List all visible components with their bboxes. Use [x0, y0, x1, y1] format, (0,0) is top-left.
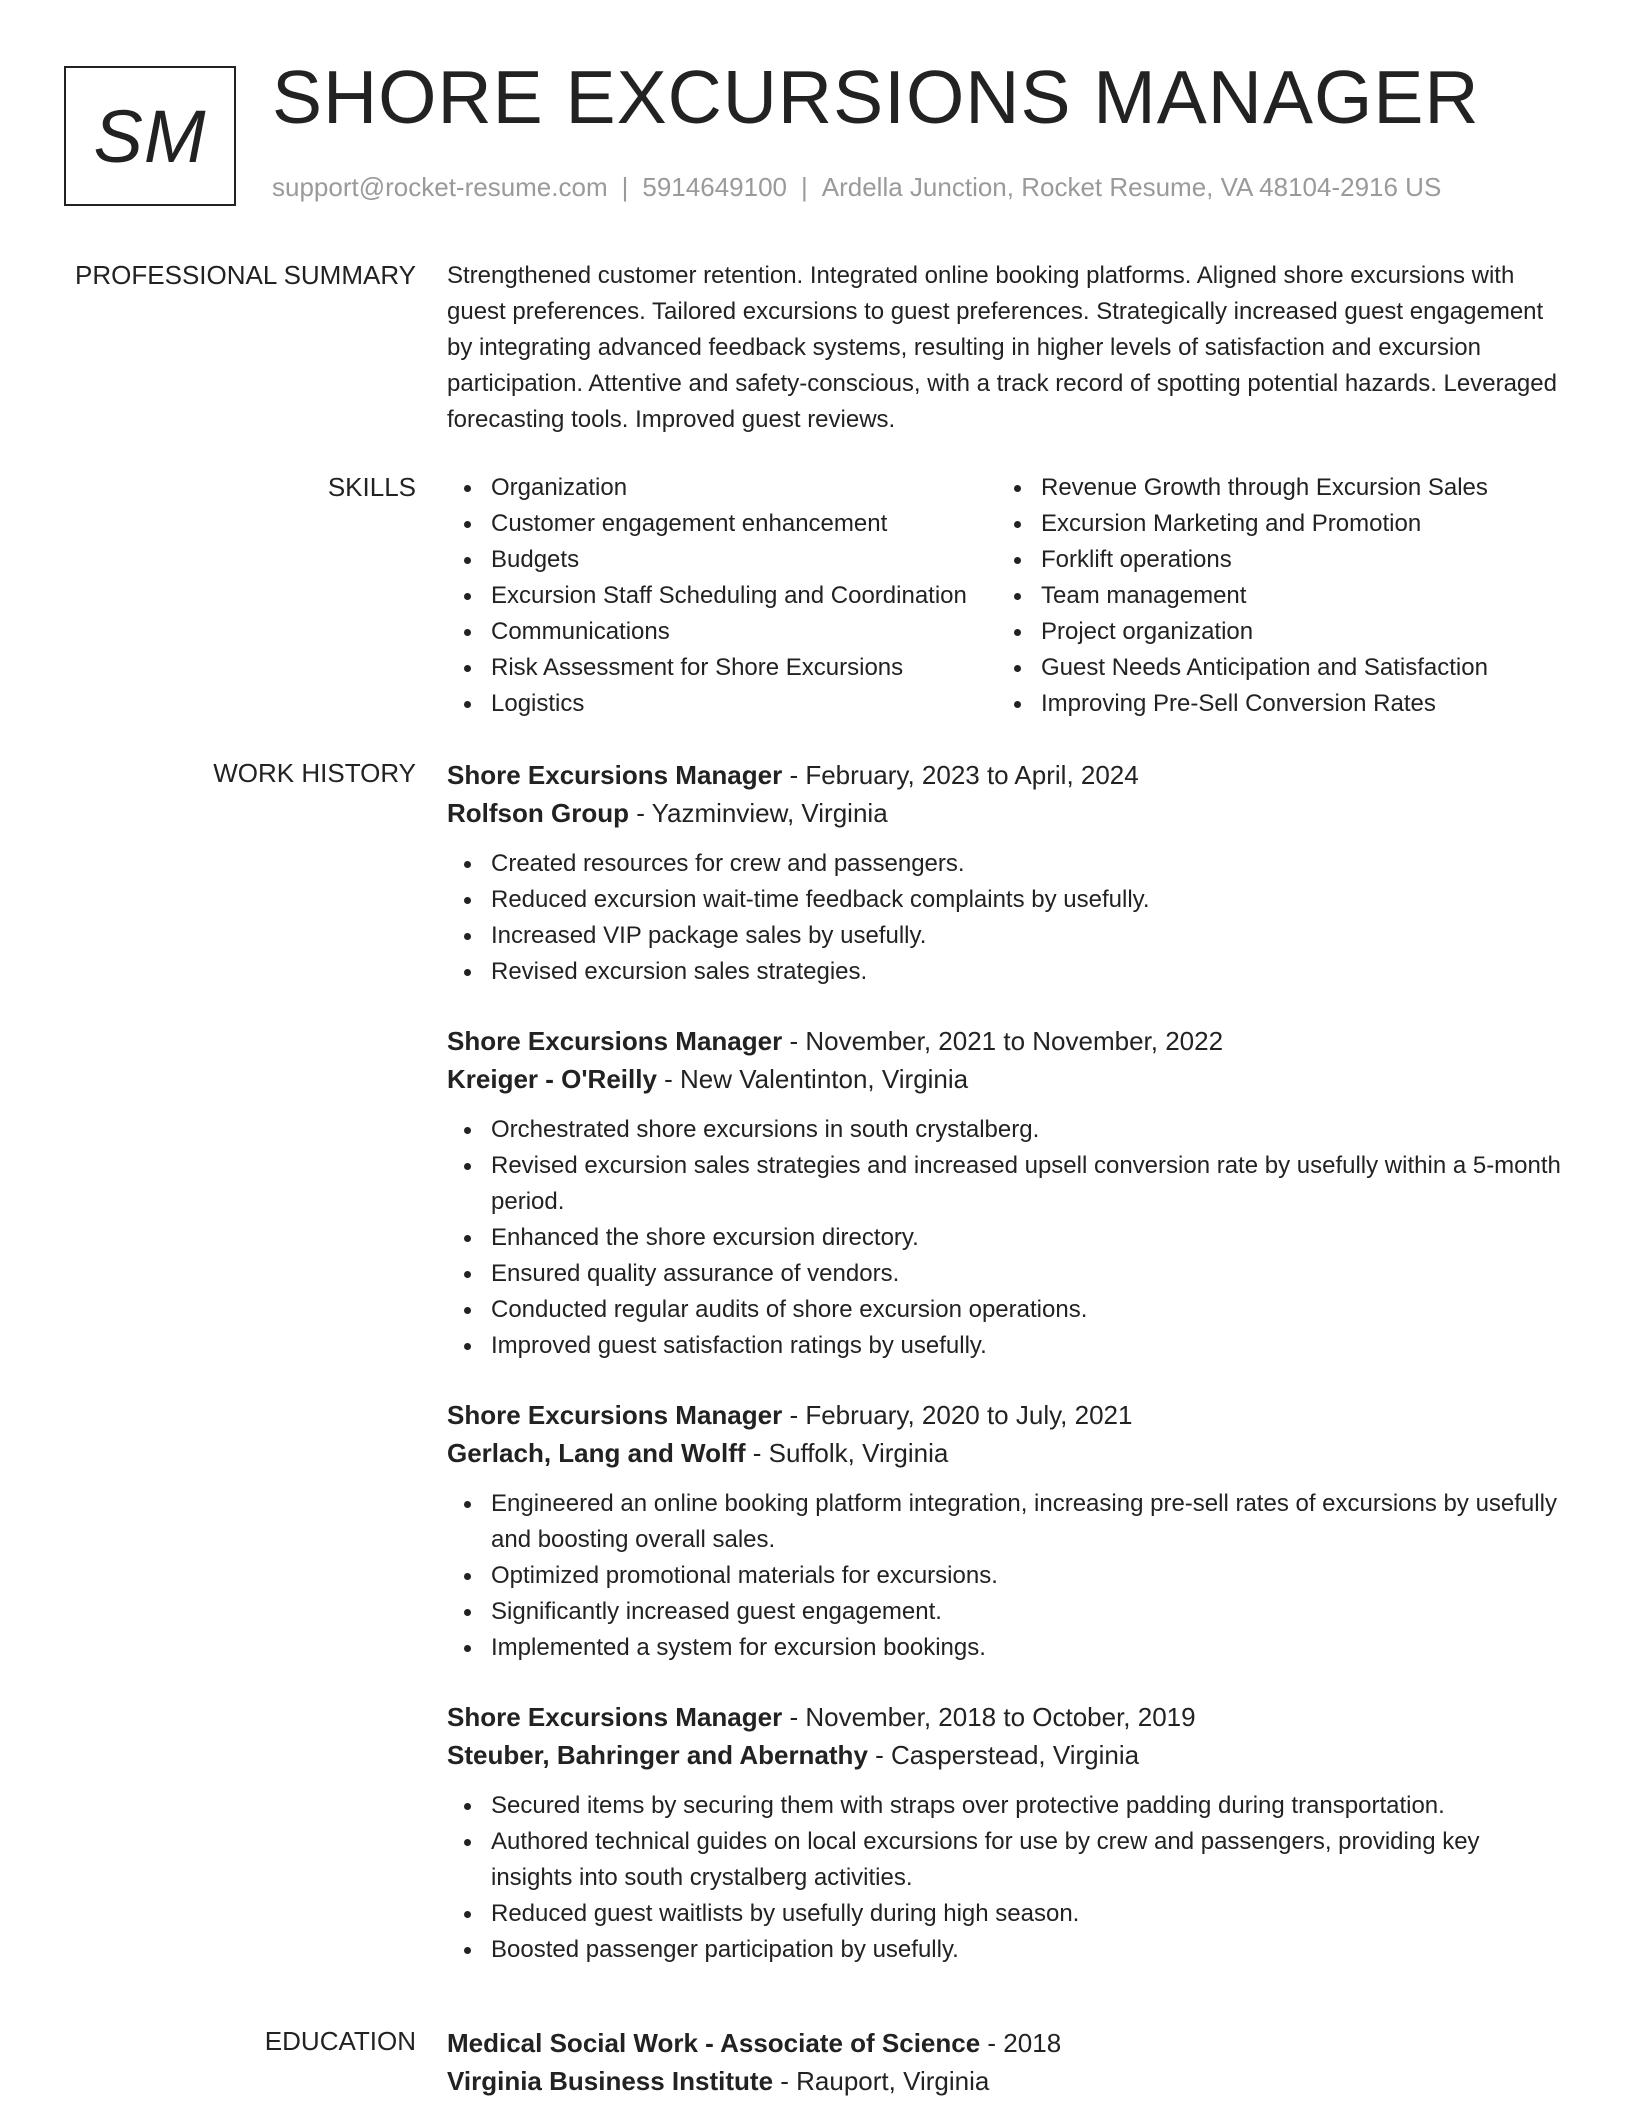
monogram-logo: SM	[64, 66, 236, 206]
contact-email[interactable]: support@rocket-resume.com	[272, 172, 608, 202]
page-title: SHORE EXCURSIONS MANAGER	[272, 55, 1480, 139]
contact-separator: |	[801, 172, 808, 202]
education-school: Virginia Business Institute	[447, 2066, 774, 2096]
job-company-line	[447, 1736, 1562, 1774]
job-bullet: Conducted regular audits of shore excursion operations.	[447, 1292, 1562, 1328]
job-bullets	[447, 1788, 1562, 1968]
job-bullet: Engineered an online booking platform integration, increasing pre-sell rates of excursions by usefully and boosting overall sales.	[447, 1486, 1562, 1558]
job-entry	[447, 1022, 1562, 1364]
section-label-summary: PROFESSIONAL SUMMARY	[75, 260, 416, 290]
job-entry	[447, 1396, 1562, 1666]
job-bullet: Reduced guest waitlists by usefully during high season.	[447, 1896, 1562, 1932]
skills-list-right	[997, 470, 1488, 722]
education-location: - Rauport, Virginia	[773, 2066, 990, 2096]
job-title: Shore Excursions Manager	[447, 1400, 783, 1430]
job-bullet: Created resources for crew and passengers.	[447, 846, 1562, 882]
skill-item: Excursion Staff Scheduling and Coordination	[447, 578, 997, 614]
job-company: Kreiger - O'Reilly	[447, 1064, 657, 1094]
job-location: - Yazminview, Virginia	[628, 798, 888, 828]
job-company-line	[447, 794, 1562, 832]
job-dates: - November, 2021 to November, 2022	[782, 1026, 1224, 1056]
contact-phone[interactable]: 5914649100	[642, 172, 787, 202]
skill-item: Customer engagement enhancement	[447, 506, 997, 542]
job-bullets	[447, 846, 1562, 990]
job-bullets	[447, 1112, 1562, 1364]
job-location: - Suffolk, Virginia	[745, 1438, 949, 1468]
job-title-line	[447, 1022, 1562, 1060]
contact-address: Ardella Junction, Rocket Resume, VA 48104-2916 US	[821, 172, 1442, 202]
skill-item: Team management	[997, 578, 1488, 614]
job-bullets	[447, 1486, 1562, 1666]
job-location: - Casperstead, Virginia	[867, 1740, 1140, 1770]
job-title: Shore Excursions Manager	[447, 760, 783, 790]
job-bullet: Authored technical guides on local excursions for use by crew and passengers, providing key insights into south crystalberg activities.	[447, 1824, 1562, 1896]
job-entry	[447, 1698, 1562, 1968]
job-dates: - November, 2018 to October, 2019	[782, 1702, 1196, 1732]
job-title-line	[447, 756, 1562, 794]
job-bullet: Implemented a system for excursion bookings.	[447, 1630, 1562, 1666]
job-bullet: Optimized promotional materials for excursions.	[447, 1558, 1562, 1594]
skill-item: Organization	[447, 470, 997, 506]
skill-item: Risk Assessment for Shore Excursions	[447, 650, 997, 686]
job-bullet: Reduced excursion wait-time feedback complaints by usefully.	[447, 882, 1562, 918]
skill-item: Communications	[447, 614, 997, 650]
education-degree-line	[447, 2024, 1562, 2062]
job-company: Gerlach, Lang and Wolff	[447, 1438, 746, 1468]
summary-text: Strengthened customer retention. Integrated online booking platforms. Aligned shore excursions with guest preferences. Tailored excursions to guest preferences. Strategically increased guest engagement by integrating advanced feedback systems, resulting in higher levels of satisfaction and excursion participation. Attentive and safety-conscious, with a track record of spotting potential hazards. Leveraged forecasting tools. Improved guest reviews.	[447, 262, 1557, 433]
job-title: Shore Excursions Manager	[447, 1026, 783, 1056]
job-bullet: Revised excursion sales strategies and increased upsell conversion rate by usefully within a 5-month period.	[447, 1148, 1562, 1220]
job-title-line	[447, 1698, 1562, 1736]
job-bullet: Orchestrated shore excursions in south crystalberg.	[447, 1112, 1562, 1148]
job-dates: - February, 2023 to April, 2024	[782, 760, 1139, 790]
skills-list-left	[447, 470, 997, 722]
section-label-work: WORK HISTORY	[213, 758, 416, 788]
skill-item: Excursion Marketing and Promotion	[997, 506, 1488, 542]
education-school-line	[447, 2062, 1562, 2100]
skill-item: Guest Needs Anticipation and Satisfaction	[997, 650, 1488, 686]
section-label-education: EDUCATION	[264, 2026, 416, 2056]
skill-item: Project organization	[997, 614, 1488, 650]
skills-body	[447, 470, 1562, 722]
job-company-line	[447, 1060, 1562, 1098]
job-bullet: Secured items by securing them with straps over protective padding during transportation.	[447, 1788, 1562, 1824]
job-bullet: Enhanced the shore excursion directory.	[447, 1220, 1562, 1256]
skill-item: Budgets	[447, 542, 997, 578]
job-company: Rolfson Group	[447, 798, 629, 828]
job-bullet: Significantly increased guest engagement.	[447, 1594, 1562, 1630]
job-dates: - February, 2020 to July, 2021	[782, 1400, 1133, 1430]
job-company-line	[447, 1434, 1562, 1472]
contact-line	[272, 172, 1441, 203]
job-bullet: Improved guest satisfaction ratings by usefully.	[447, 1328, 1562, 1364]
skill-item: Revenue Growth through Excursion Sales	[997, 470, 1488, 506]
job-title-line	[447, 1396, 1562, 1434]
contact-separator: |	[621, 172, 629, 202]
skills-columns	[447, 470, 1562, 722]
education-body	[447, 2024, 1562, 2100]
section-label-skills: SKILLS	[327, 472, 416, 502]
education-degree: Medical Social Work - Associate of Science	[447, 2028, 981, 2058]
job-bullet: Boosted passenger participation by usefully.	[447, 1932, 1562, 1968]
job-title: Shore Excursions Manager	[447, 1702, 783, 1732]
job-bullet: Increased VIP package sales by usefully.	[447, 918, 1562, 954]
job-bullet: Ensured quality assurance of vendors.	[447, 1256, 1562, 1292]
job-entry	[447, 756, 1562, 990]
job-bullet: Revised excursion sales strategies.	[447, 954, 1562, 990]
work-body	[447, 756, 1562, 1968]
skill-item: Forklift operations	[997, 542, 1488, 578]
summary-body	[447, 258, 1562, 438]
job-location: - New Valentinton, Virginia	[656, 1064, 969, 1094]
job-company: Steuber, Bahringer and Abernathy	[447, 1740, 868, 1770]
education-year: - 2018	[980, 2028, 1062, 2058]
skill-item: Logistics	[447, 686, 997, 722]
skill-item: Improving Pre-Sell Conversion Rates	[997, 686, 1488, 722]
